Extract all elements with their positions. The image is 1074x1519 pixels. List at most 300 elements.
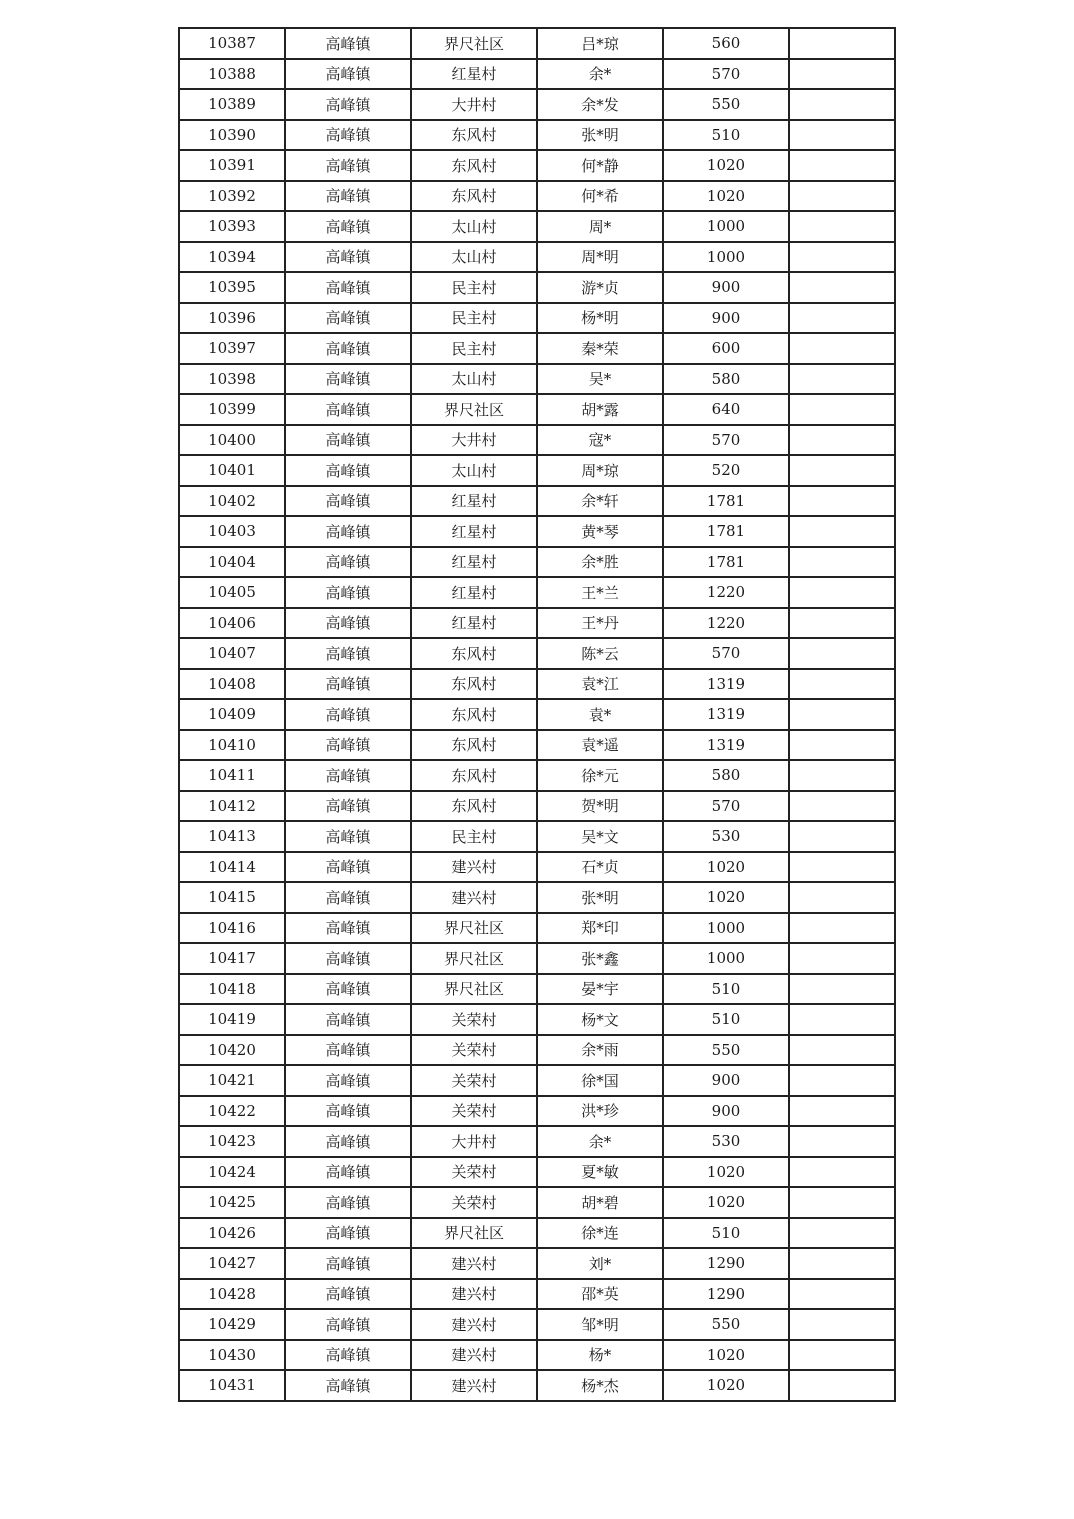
name-cell: 杨*杰	[537, 1370, 663, 1401]
town-cell: 高峰镇	[285, 181, 411, 212]
remark-cell	[789, 852, 895, 883]
table-row	[179, 577, 895, 608]
town-cell: 高峰镇	[285, 821, 411, 852]
serial-number-cell: 10427	[179, 1248, 285, 1279]
town-cell: 高峰镇	[285, 1309, 411, 1340]
serial-number-cell: 10394	[179, 242, 285, 273]
amount-cell: 1020	[663, 150, 789, 181]
amount-cell: 1319	[663, 669, 789, 700]
remark-cell	[789, 455, 895, 486]
village-cell: 东风村	[411, 760, 537, 791]
amount-cell: 530	[663, 821, 789, 852]
village-cell: 界尺社区	[411, 974, 537, 1005]
town-cell: 高峰镇	[285, 852, 411, 883]
town-cell: 高峰镇	[285, 394, 411, 425]
amount-cell: 640	[663, 394, 789, 425]
serial-number-cell: 10403	[179, 516, 285, 547]
name-cell: 袁*遥	[537, 730, 663, 761]
table-row	[179, 1187, 895, 1218]
table-row	[179, 608, 895, 639]
table-row	[179, 211, 895, 242]
village-cell: 大井村	[411, 1126, 537, 1157]
village-cell: 东风村	[411, 638, 537, 669]
town-cell: 高峰镇	[285, 1218, 411, 1249]
remark-cell	[789, 1248, 895, 1279]
table-row	[179, 1309, 895, 1340]
remark-cell	[789, 608, 895, 639]
serial-number-cell: 10387	[179, 28, 285, 59]
table-row	[179, 669, 895, 700]
town-cell: 高峰镇	[285, 211, 411, 242]
serial-number-cell: 10419	[179, 1004, 285, 1035]
table-row	[179, 1370, 895, 1401]
village-cell: 民主村	[411, 272, 537, 303]
name-cell: 徐*连	[537, 1218, 663, 1249]
name-cell: 余*	[537, 59, 663, 90]
town-cell: 高峰镇	[285, 608, 411, 639]
amount-cell: 1781	[663, 516, 789, 547]
town-cell: 高峰镇	[285, 364, 411, 395]
serial-number-cell: 10408	[179, 669, 285, 700]
remark-cell	[789, 730, 895, 761]
village-cell: 关荣村	[411, 1004, 537, 1035]
amount-cell: 900	[663, 1096, 789, 1127]
name-cell: 郑*印	[537, 913, 663, 944]
serial-number-cell: 10396	[179, 303, 285, 334]
serial-number-cell: 10412	[179, 791, 285, 822]
town-cell: 高峰镇	[285, 760, 411, 791]
town-cell: 高峰镇	[285, 150, 411, 181]
remark-cell	[789, 150, 895, 181]
name-cell: 袁*	[537, 699, 663, 730]
town-cell: 高峰镇	[285, 943, 411, 974]
name-cell: 石*贞	[537, 852, 663, 883]
name-cell: 余*轩	[537, 486, 663, 517]
remark-cell	[789, 1187, 895, 1218]
name-cell: 余*胜	[537, 547, 663, 578]
remark-cell	[789, 1218, 895, 1249]
amount-cell: 1020	[663, 1187, 789, 1218]
town-cell: 高峰镇	[285, 669, 411, 700]
serial-number-cell: 10393	[179, 211, 285, 242]
remark-cell	[789, 89, 895, 120]
village-cell: 东风村	[411, 181, 537, 212]
remark-cell	[789, 638, 895, 669]
serial-number-cell: 10428	[179, 1279, 285, 1310]
table-row	[179, 1035, 895, 1066]
name-cell: 袁*江	[537, 669, 663, 700]
name-cell: 王*丹	[537, 608, 663, 639]
remark-cell	[789, 120, 895, 151]
amount-cell: 570	[663, 59, 789, 90]
name-cell: 吕*琼	[537, 28, 663, 59]
remark-cell	[789, 669, 895, 700]
table-row	[179, 852, 895, 883]
remark-cell	[789, 1370, 895, 1401]
serial-number-cell: 10404	[179, 547, 285, 578]
town-cell: 高峰镇	[285, 333, 411, 364]
serial-number-cell: 10407	[179, 638, 285, 669]
name-cell: 周*	[537, 211, 663, 242]
town-cell: 高峰镇	[285, 882, 411, 913]
village-cell: 界尺社区	[411, 913, 537, 944]
village-cell: 建兴村	[411, 852, 537, 883]
name-cell: 寇*	[537, 425, 663, 456]
serial-number-cell: 10402	[179, 486, 285, 517]
name-cell: 张*明	[537, 882, 663, 913]
table-row	[179, 242, 895, 273]
town-cell: 高峰镇	[285, 974, 411, 1005]
village-cell: 关荣村	[411, 1187, 537, 1218]
serial-number-cell: 10400	[179, 425, 285, 456]
name-cell: 杨*明	[537, 303, 663, 334]
table-row	[179, 59, 895, 90]
table-row	[179, 821, 895, 852]
amount-cell: 1220	[663, 608, 789, 639]
serial-number-cell: 10431	[179, 1370, 285, 1401]
village-cell: 界尺社区	[411, 394, 537, 425]
village-cell: 红星村	[411, 547, 537, 578]
serial-number-cell: 10414	[179, 852, 285, 883]
village-cell: 关荣村	[411, 1157, 537, 1188]
town-cell: 高峰镇	[285, 1187, 411, 1218]
name-cell: 胡*碧	[537, 1187, 663, 1218]
remark-cell	[789, 28, 895, 59]
remark-cell	[789, 1035, 895, 1066]
serial-number-cell: 10430	[179, 1340, 285, 1371]
amount-cell: 1020	[663, 1370, 789, 1401]
amount-cell: 1020	[663, 181, 789, 212]
serial-number-cell: 10417	[179, 943, 285, 974]
village-cell: 红星村	[411, 577, 537, 608]
town-cell: 高峰镇	[285, 120, 411, 151]
remark-cell	[789, 486, 895, 517]
remark-cell	[789, 577, 895, 608]
table-row	[179, 1218, 895, 1249]
table-row	[179, 1126, 895, 1157]
remark-cell	[789, 821, 895, 852]
serial-number-cell: 10410	[179, 730, 285, 761]
village-cell: 红星村	[411, 608, 537, 639]
remark-cell	[789, 974, 895, 1005]
remark-cell	[789, 333, 895, 364]
town-cell: 高峰镇	[285, 1004, 411, 1035]
table-row	[179, 425, 895, 456]
serial-number-cell: 10421	[179, 1065, 285, 1096]
town-cell: 高峰镇	[285, 28, 411, 59]
remark-cell	[789, 272, 895, 303]
village-cell: 建兴村	[411, 882, 537, 913]
serial-number-cell: 10389	[179, 89, 285, 120]
town-cell: 高峰镇	[285, 1340, 411, 1371]
amount-cell: 900	[663, 303, 789, 334]
name-cell: 余*	[537, 1126, 663, 1157]
amount-cell: 570	[663, 791, 789, 822]
table-row	[179, 272, 895, 303]
name-cell: 夏*敏	[537, 1157, 663, 1188]
name-cell: 贺*明	[537, 791, 663, 822]
village-cell: 太山村	[411, 211, 537, 242]
table-row	[179, 516, 895, 547]
table-row	[179, 1096, 895, 1127]
serial-number-cell: 10391	[179, 150, 285, 181]
remark-cell	[789, 1126, 895, 1157]
village-cell: 界尺社区	[411, 1218, 537, 1249]
table-row	[179, 943, 895, 974]
remark-cell	[789, 760, 895, 791]
remark-cell	[789, 242, 895, 273]
amount-cell: 1000	[663, 242, 789, 273]
town-cell: 高峰镇	[285, 1157, 411, 1188]
name-cell: 邵*英	[537, 1279, 663, 1310]
amount-cell: 510	[663, 1004, 789, 1035]
serial-number-cell: 10392	[179, 181, 285, 212]
remark-cell	[789, 1096, 895, 1127]
amount-cell: 1000	[663, 211, 789, 242]
name-cell: 胡*露	[537, 394, 663, 425]
remark-cell	[789, 791, 895, 822]
village-cell: 太山村	[411, 242, 537, 273]
register-table-body	[179, 28, 895, 1401]
remark-cell	[789, 364, 895, 395]
table-row	[179, 699, 895, 730]
name-cell: 游*贞	[537, 272, 663, 303]
table-row	[179, 974, 895, 1005]
table-row	[179, 1004, 895, 1035]
town-cell: 高峰镇	[285, 1065, 411, 1096]
amount-cell: 1020	[663, 1157, 789, 1188]
remark-cell	[789, 699, 895, 730]
name-cell: 邹*明	[537, 1309, 663, 1340]
amount-cell: 580	[663, 760, 789, 791]
amount-cell: 1781	[663, 547, 789, 578]
table-row	[179, 120, 895, 151]
serial-number-cell: 10398	[179, 364, 285, 395]
remark-cell	[789, 882, 895, 913]
remark-cell	[789, 1065, 895, 1096]
name-cell: 何*静	[537, 150, 663, 181]
village-cell: 关荣村	[411, 1096, 537, 1127]
town-cell: 高峰镇	[285, 303, 411, 334]
table-row	[179, 89, 895, 120]
remark-cell	[789, 516, 895, 547]
table-row	[179, 638, 895, 669]
remark-cell	[789, 211, 895, 242]
remark-cell	[789, 181, 895, 212]
remark-cell	[789, 1340, 895, 1371]
table-row	[179, 364, 895, 395]
table-row	[179, 303, 895, 334]
amount-cell: 1290	[663, 1279, 789, 1310]
table-row	[179, 760, 895, 791]
name-cell: 晏*宇	[537, 974, 663, 1005]
amount-cell: 1000	[663, 913, 789, 944]
table-row	[179, 1340, 895, 1371]
name-cell: 徐*国	[537, 1065, 663, 1096]
table-row	[179, 791, 895, 822]
table-row	[179, 1157, 895, 1188]
name-cell: 吴*文	[537, 821, 663, 852]
village-cell: 红星村	[411, 516, 537, 547]
name-cell: 张*明	[537, 120, 663, 151]
name-cell: 何*希	[537, 181, 663, 212]
village-cell: 界尺社区	[411, 943, 537, 974]
remark-cell	[789, 1279, 895, 1310]
table-row	[179, 547, 895, 578]
amount-cell: 1319	[663, 699, 789, 730]
name-cell: 吴*	[537, 364, 663, 395]
town-cell: 高峰镇	[285, 455, 411, 486]
name-cell: 秦*荣	[537, 333, 663, 364]
serial-number-cell: 10409	[179, 699, 285, 730]
name-cell: 洪*珍	[537, 1096, 663, 1127]
register-table	[178, 27, 896, 1402]
town-cell: 高峰镇	[285, 242, 411, 273]
town-cell: 高峰镇	[285, 89, 411, 120]
town-cell: 高峰镇	[285, 638, 411, 669]
town-cell: 高峰镇	[285, 1279, 411, 1310]
table-row	[179, 1065, 895, 1096]
village-cell: 民主村	[411, 821, 537, 852]
village-cell: 大井村	[411, 425, 537, 456]
amount-cell: 1319	[663, 730, 789, 761]
amount-cell: 600	[663, 333, 789, 364]
town-cell: 高峰镇	[285, 577, 411, 608]
village-cell: 关荣村	[411, 1065, 537, 1096]
town-cell: 高峰镇	[285, 272, 411, 303]
town-cell: 高峰镇	[285, 699, 411, 730]
amount-cell: 550	[663, 89, 789, 120]
serial-number-cell: 10406	[179, 608, 285, 639]
serial-number-cell: 10422	[179, 1096, 285, 1127]
village-cell: 建兴村	[411, 1340, 537, 1371]
serial-number-cell: 10413	[179, 821, 285, 852]
village-cell: 太山村	[411, 364, 537, 395]
village-cell: 建兴村	[411, 1309, 537, 1340]
remark-cell	[789, 913, 895, 944]
serial-number-cell: 10426	[179, 1218, 285, 1249]
amount-cell: 570	[663, 425, 789, 456]
serial-number-cell: 10399	[179, 394, 285, 425]
town-cell: 高峰镇	[285, 486, 411, 517]
table-row	[179, 1248, 895, 1279]
serial-number-cell: 10395	[179, 272, 285, 303]
serial-number-cell: 10416	[179, 913, 285, 944]
remark-cell	[789, 1309, 895, 1340]
village-cell: 民主村	[411, 303, 537, 334]
amount-cell: 530	[663, 1126, 789, 1157]
amount-cell: 1781	[663, 486, 789, 517]
name-cell: 杨*	[537, 1340, 663, 1371]
serial-number-cell: 10415	[179, 882, 285, 913]
name-cell: 杨*文	[537, 1004, 663, 1035]
name-cell: 周*明	[537, 242, 663, 273]
remark-cell	[789, 425, 895, 456]
amount-cell: 1020	[663, 882, 789, 913]
amount-cell: 570	[663, 638, 789, 669]
amount-cell: 520	[663, 455, 789, 486]
serial-number-cell: 10429	[179, 1309, 285, 1340]
village-cell: 东风村	[411, 791, 537, 822]
town-cell: 高峰镇	[285, 730, 411, 761]
amount-cell: 900	[663, 272, 789, 303]
name-cell: 黄*琴	[537, 516, 663, 547]
village-cell: 民主村	[411, 333, 537, 364]
table-row	[179, 882, 895, 913]
town-cell: 高峰镇	[285, 425, 411, 456]
remark-cell	[789, 303, 895, 334]
table-row	[179, 181, 895, 212]
town-cell: 高峰镇	[285, 1370, 411, 1401]
town-cell: 高峰镇	[285, 516, 411, 547]
village-cell: 关荣村	[411, 1035, 537, 1066]
name-cell: 刘*	[537, 1248, 663, 1279]
amount-cell: 1020	[663, 1340, 789, 1371]
table-row	[179, 486, 895, 517]
remark-cell	[789, 547, 895, 578]
village-cell: 东风村	[411, 730, 537, 761]
table-row	[179, 394, 895, 425]
town-cell: 高峰镇	[285, 1248, 411, 1279]
remark-cell	[789, 59, 895, 90]
serial-number-cell: 10390	[179, 120, 285, 151]
serial-number-cell: 10424	[179, 1157, 285, 1188]
town-cell: 高峰镇	[285, 913, 411, 944]
amount-cell: 1290	[663, 1248, 789, 1279]
remark-cell	[789, 1157, 895, 1188]
village-cell: 东风村	[411, 669, 537, 700]
serial-number-cell: 10420	[179, 1035, 285, 1066]
town-cell: 高峰镇	[285, 547, 411, 578]
serial-number-cell: 10388	[179, 59, 285, 90]
serial-number-cell: 10425	[179, 1187, 285, 1218]
village-cell: 东风村	[411, 150, 537, 181]
village-cell: 建兴村	[411, 1248, 537, 1279]
amount-cell: 1220	[663, 577, 789, 608]
village-cell: 太山村	[411, 455, 537, 486]
village-cell: 建兴村	[411, 1370, 537, 1401]
village-cell: 红星村	[411, 486, 537, 517]
table-row	[179, 1279, 895, 1310]
remark-cell	[789, 1004, 895, 1035]
amount-cell: 550	[663, 1309, 789, 1340]
town-cell: 高峰镇	[285, 1126, 411, 1157]
table-row	[179, 913, 895, 944]
serial-number-cell: 10411	[179, 760, 285, 791]
amount-cell: 560	[663, 28, 789, 59]
town-cell: 高峰镇	[285, 1035, 411, 1066]
village-cell: 东风村	[411, 120, 537, 151]
town-cell: 高峰镇	[285, 1096, 411, 1127]
table-row	[179, 455, 895, 486]
town-cell: 高峰镇	[285, 59, 411, 90]
town-cell: 高峰镇	[285, 791, 411, 822]
amount-cell: 900	[663, 1065, 789, 1096]
amount-cell: 510	[663, 974, 789, 1005]
table-row	[179, 28, 895, 59]
table-row	[179, 333, 895, 364]
amount-cell: 510	[663, 120, 789, 151]
name-cell: 王*兰	[537, 577, 663, 608]
name-cell: 徐*元	[537, 760, 663, 791]
amount-cell: 550	[663, 1035, 789, 1066]
name-cell: 周*琼	[537, 455, 663, 486]
serial-number-cell: 10418	[179, 974, 285, 1005]
name-cell: 陈*云	[537, 638, 663, 669]
amount-cell: 1020	[663, 852, 789, 883]
village-cell: 东风村	[411, 699, 537, 730]
name-cell: 张*鑫	[537, 943, 663, 974]
